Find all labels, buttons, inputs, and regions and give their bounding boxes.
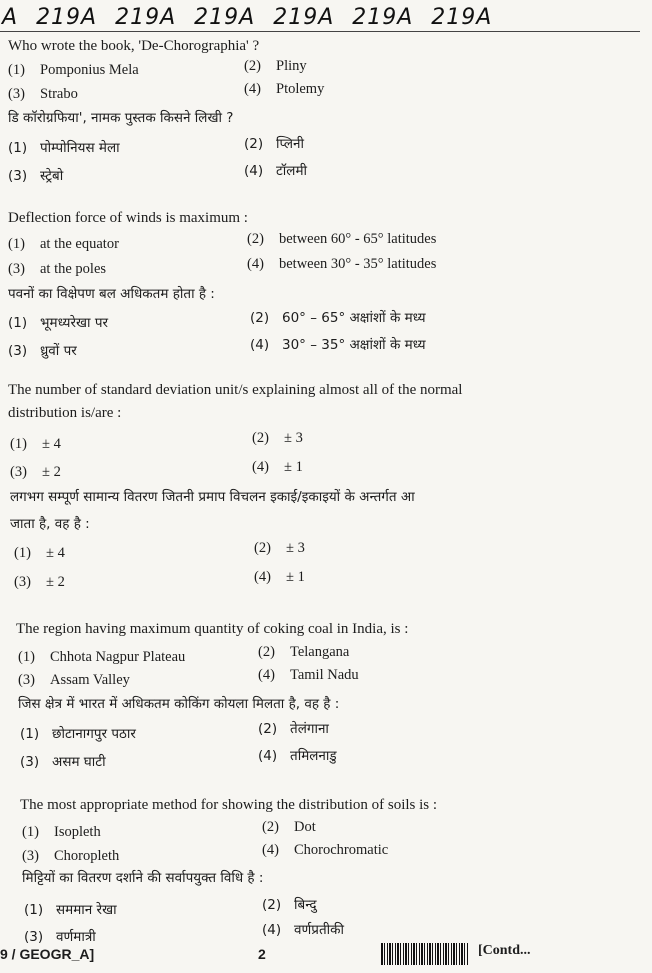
option: (1) at the equator	[8, 236, 119, 252]
paper-code: 9 / GEOGR_A]	[0, 946, 95, 962]
option: (3) ± 2	[14, 574, 65, 590]
question-text-hindi: डि कॉरोग्रफिया', नामक पुस्तक किसने लिखी ?	[8, 110, 234, 126]
option: (3) असम घाटी	[20, 754, 106, 770]
handwritten-code-band	[2, 0, 642, 30]
option: (4) 30° – 35° अक्षांशों के मध्य	[250, 337, 426, 353]
option: (4) Chorochromatic	[262, 842, 389, 858]
code-mark: 219A	[194, 5, 256, 30]
option: (1) छोटानागपुर पठार	[20, 726, 136, 742]
option: (2) between 60° - 65° latitudes	[247, 231, 437, 247]
code-mark: A	[2, 5, 19, 30]
option: (4) ± 1	[252, 459, 303, 475]
page-number: 2	[258, 946, 266, 962]
option: (1) भूमध्यरेखा पर	[8, 315, 109, 331]
question-text: The most appropriate method for showing the distribution of soils is :	[20, 797, 438, 813]
option: (2) Pliny	[244, 58, 307, 74]
question-text-hindi-cont: जाता है, वह है :	[10, 516, 90, 532]
option: (3) Strabo	[8, 86, 78, 102]
question-text-hindi: जिस क्षेत्र में भारत में अधिकतम कोकिंग कोयला मिलता है, वह है :	[18, 696, 340, 712]
question-text: Who wrote the book, 'De-Chorographia' ?	[8, 38, 260, 54]
continued-label: [Contd...	[478, 943, 531, 958]
option: (4) तमिलनाडु	[258, 748, 337, 764]
option: (2) ± 3	[252, 430, 303, 446]
option: (4) Ptolemy	[244, 81, 325, 97]
option: (3) ध्रुवों पर	[8, 343, 77, 359]
option: (3) स्ट्रेबो	[8, 168, 64, 184]
barcode	[381, 943, 469, 965]
option: (4) Tamil Nadu	[258, 667, 359, 683]
question-text: The number of standard deviation unit/s explaining almost all of the normal	[8, 382, 463, 398]
option: (3) वर्णमात्री	[24, 929, 96, 945]
code-mark: 219A	[431, 5, 493, 30]
option: (1) Pomponius Mela	[8, 62, 139, 78]
option: (4) ± 1	[254, 569, 305, 585]
option: (1) Isopleth	[22, 824, 101, 840]
option: (2) बिन्दु	[262, 897, 317, 913]
code-mark: 219A	[115, 5, 177, 30]
option: (1) पोम्पोनियस मेला	[8, 140, 120, 156]
option: (3) at the poles	[8, 261, 107, 277]
code-mark: 219A	[36, 5, 98, 30]
option: (1) ± 4	[14, 545, 65, 561]
question-text-hindi: मिट्टियों का वितरण दर्शाने की सर्वापयुक्त विधि है :	[22, 870, 264, 886]
option: (2) तेलंगाना	[258, 721, 329, 737]
header-rule	[0, 31, 640, 32]
option: (1) ± 4	[10, 436, 61, 452]
option: (2) Dot	[262, 819, 316, 835]
code-mark: 219A	[352, 5, 414, 30]
option: (1) सममान रेखा	[24, 902, 117, 918]
question-text-cont: distribution is/are :	[8, 405, 122, 421]
option: (2) Telangana	[258, 644, 350, 660]
option: (4) between 30° - 35° latitudes	[247, 256, 437, 272]
question-text: Deflection force of winds is maximum :	[8, 210, 248, 226]
option: (2) ± 3	[254, 540, 305, 556]
option: (4) वर्णप्रतीकी	[262, 922, 345, 938]
option: (2) प्लिनी	[244, 136, 305, 152]
question-text-hindi: लगभग सम्पूर्ण सामान्य वितरण जितनी प्रमाप विचलन इकाई/इकाइयों के अन्तर्गत आ	[10, 489, 415, 505]
question-text-hindi: पवनों का विक्षेपण बल अधिकतम होता है :	[8, 286, 215, 302]
option: (3) Choropleth	[22, 848, 120, 864]
code-mark: 219A	[273, 5, 335, 30]
option: (3) ± 2	[10, 464, 61, 480]
option: (1) Chhota Nagpur Plateau	[18, 649, 186, 665]
option: (2) 60° – 65° अक्षांशों के मध्य	[250, 310, 426, 326]
option: (4) टॉलमी	[244, 163, 308, 179]
option: (3) Assam Valley	[18, 672, 130, 688]
question-text: The region having maximum quantity of coking coal in India, is :	[16, 621, 409, 637]
